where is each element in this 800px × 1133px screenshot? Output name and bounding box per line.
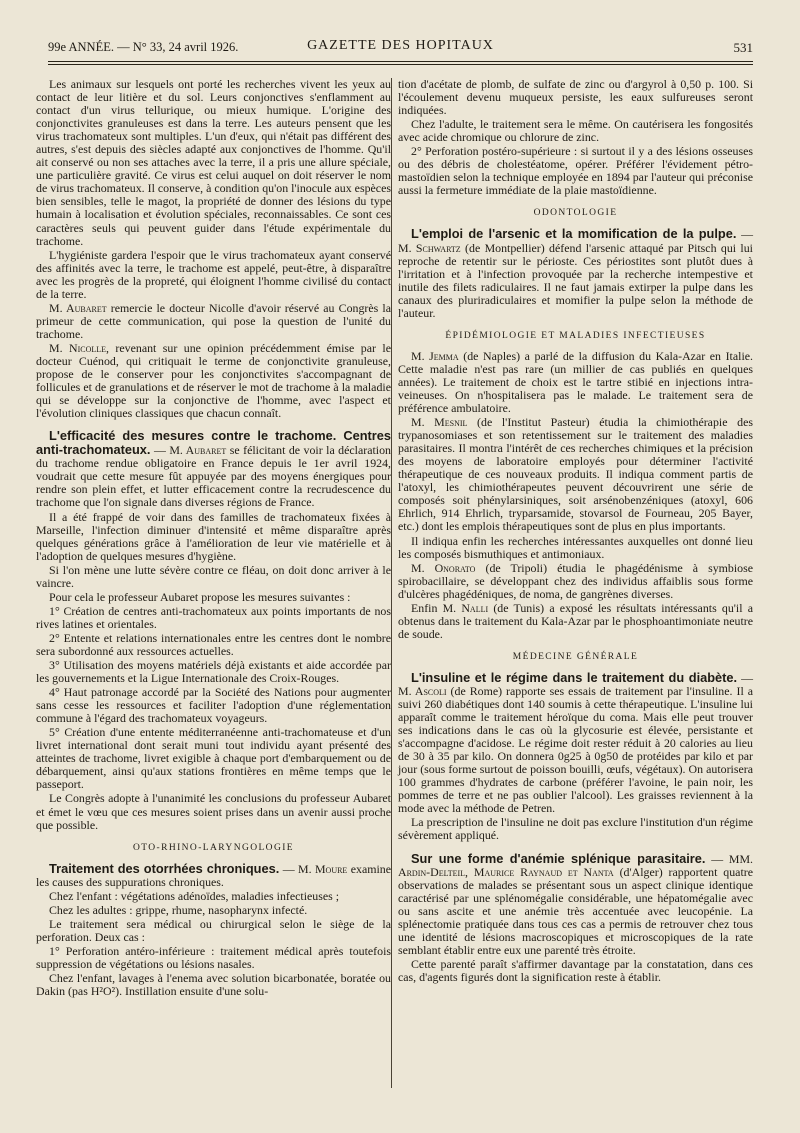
article-paragraph (398, 227, 753, 319)
article-paragraph (398, 852, 753, 957)
paragraph: tion d'acétate de plomb, de sulfate de zinc ou d'argyrol à 0,50 p. 100. Si l'écoulement devenu muqueux persiste, les eaux sulfureuses seront indiquées. (398, 77, 753, 118)
paragraph: Pour cela le professeur Aubaret propose les mesures suivantes : (49, 589, 351, 604)
paragraph (398, 350, 753, 415)
speaker-name: M. Aubaret (169, 443, 227, 458)
paragraph-text: (de Naples) a parlé de la diffusion du Kala-Azar en Italie. Cette maladie n'est pas rare (un millier de cas publiés en quelques années). Le traitement de choix est le tartre stibié en injections intra-veineuses. On n'hospitalisera pas le malade. Le traitement sera de préférence ambulatoire. (398, 348, 753, 416)
paragraph: Chez l'enfant : végétations adénoïdes, maladies infectieuses ; (49, 888, 340, 903)
article-paragraph (398, 671, 753, 816)
paragraph (398, 562, 753, 601)
paragraph: L'hygiéniste gardera l'espoir que le virus trachomateux ayant conservé des affinités avec la terre, le trachome est appelé, peut-être, à disparaître avec les progrès de la propreté, qui éloignent l'homme civilisé du contact de la terre. (36, 247, 391, 301)
paragraph: Chez l'adulte, le traitement sera le même. On cautérisera les fongosités avec acide chromique ou chlorure de zinc. (398, 117, 753, 145)
section-heading: OTO-RHINO-LARYNGOLOGIE (133, 842, 294, 853)
paragraph-text: (d'Alger) rapportent quatre observations de malades se présentant sous un aspect clinique identique caractérisé par une splénomégalie considérable, une hépatomégalie avec ou sans ascite et une anémie très accentuée avec leucopénie. La splénectomie pratiquée dans tous ces cas a permis de retrouver chez tous une identité de lésions macroscopiques et microscopiques de la rate semblant établir entre eux une parenté très étroite. (398, 864, 753, 957)
article-paragraph (36, 429, 391, 509)
dash: — (150, 443, 170, 458)
dash: — (705, 851, 729, 866)
paragraph: Il a été frappé de voir dans des familles de trachomateux fixées à Marseille, l'infection diminuer d'intensité et même disparaître après quelques générations grâce à l'amélioration de leur vie matérielle et à l'adoption de quelques mesures d'hygiène. (36, 509, 391, 563)
speaker-name: M. Moure (298, 861, 348, 876)
speaker-name: MM. Ardin-Delteil, Maurice Raynaud et Nanta (398, 851, 753, 879)
paragraph: Le traitement sera médical ou chirurgical selon le siège de la perforation. Deux cas : (36, 916, 391, 944)
paragraph: Si l'on mène une lutte sévère contre ce fléau, on doit donc arriver à le vaincre. (36, 562, 391, 590)
speaker-name: M. Ascoli (398, 683, 447, 698)
header-rule-bottom (48, 64, 753, 65)
paragraph-text: remercie le docteur Nicolle d'avoir réservé au Congrès la primeur de cette communication, qui pose la question de l'unité du trachome. (36, 300, 391, 341)
issue-info: 99e ANNÉE. — N° 33, 24 avril 1926. (48, 40, 239, 54)
paragraph (36, 342, 391, 420)
paragraph-text: Enfin (411, 600, 443, 615)
paragraph-text: (de Tunis) a exposé les résultats intéressants qu'il a obtenus dans le traitement du Kala-Azar par le phosphoantimoniate neutre de soude. (398, 600, 753, 641)
paragraph-text: examine les causes des suppurations chroniques. (36, 861, 392, 889)
list-item: 4° Haut patronage accordé par la Société des Nations pour augmenter sans cesse les ressources et faciliter l'adoption d'une réglementation commune à l'égard des trachomateux voyageurs. (36, 685, 391, 726)
paragraph: 1° Perforation antéro-inférieure : traitement médical après toutefois suppression de végétations ou lésions nasales. (36, 943, 391, 971)
list-item: 3° Utilisation des moyens matériels déjà existants et aide accordée par les gouvernements et la Ligue Internationale des Croix-Rouges. (36, 658, 391, 686)
article-title: L'efficacité des mesures contre le trachome. Centres anti-trachomateux. (36, 428, 391, 458)
speaker-name: M. Jemma (411, 348, 459, 363)
article-title: L'emploi de l'arsenic et la momification de la pulpe. (411, 226, 737, 242)
paragraph-text: (de Montpellier) défend l'arsenic attaqué par Pitsch qui lui reproche de retentir sur le périoste. Ces périostites sont plutôt dues à l'irritation et à l'infection provoquée par la recherche intempestive et inutile des filets radiculaires. Il ne faut jamais extirper la pulpe dans les canaux des pluriradiculaires et momifier la pulpe selon la méthode de l'auteur. (398, 240, 753, 320)
section-heading: ODONTOLOGIE (533, 208, 618, 219)
page-header (48, 36, 753, 58)
speaker-name: M. Onorato (411, 560, 476, 575)
paragraph: Chez les adultes : grippe, rhume, nasopharynx infecté. (49, 902, 308, 917)
article-title: Sur une forme d'anémie splénique parasitaire. (411, 850, 706, 866)
paragraph-text: se félicitant de voir la déclaration du trachome rendue obligatoire en France depuis le 1er avril 1924, voudrait que cette mesure fût appuyée par des moyens énergiques pour rendre son plein effet, et lutter efficacement contre la recrudescence du trachome que l'on signale dans diverses régions de France. (36, 443, 392, 510)
speaker-name: M. Nicolle (49, 340, 107, 355)
article-paragraph (36, 862, 391, 889)
paragraph: Il indiqua enfin les recherches intéressantes auxquelles ont donné lieu les composés bismuthiques et antimoniaux. (398, 533, 753, 561)
paragraph: Chez l'enfant, lavages à l'enema avec solution bicarbonatée, boratée ou Dakin (pas H²O²). Instillation ensuite d'une solu- (36, 971, 391, 999)
article-title: L'insuline et le régime dans le traitement du diabète. (411, 669, 738, 685)
journal-title: GAZETTE DES HOPITAUX (307, 38, 494, 53)
column-divider (391, 78, 392, 1088)
paragraph: Cette parenté paraît s'affirmer davantage par la constatation, dans ces cas, d'agents figurés dont la signification reste à établir. (398, 956, 753, 984)
section-heading: MÉDECINE GÉNÉRALE (512, 651, 639, 662)
speaker-name: M. Mesnil (411, 415, 468, 430)
section-heading: ÉPIDÉMIOLOGIE ET MALADIES INFECTIEUSES (445, 330, 706, 341)
paragraph-text: (de Rome) rapporte ses essais de traitement par l'insuline. Il a suivi 260 diabétiques dont 140 soumis à cette thérapeutique. L'insuline lui apparaît comme le traitement héroïque du coma. Mais elle peut trouver ses indications dans le cas où la glycosurie est élevée, persistante et s'accompagne d'acidose. Le régime doit rester réduit à 20 calories au lieu de 30 à 35 par kilo. On donnera 0g25 à 0g50 de protéides par kilo et par jour (sous forme surtout de poisson bouilli, œufs, végétaux). On autorisera 100 grammes d'hydrates de carbone (préférer l'avoine, le pain noir, les pommes de terre et ne pas oublier l'alcool). Les graisses reviennent à la mode avec la méthode de Petren. (398, 683, 753, 816)
header-rule-top (48, 61, 753, 62)
article-title: Traitement des otorrhées chroniques. (49, 860, 280, 876)
right-column (398, 78, 753, 985)
speaker-name: M. Schwartz (398, 240, 461, 255)
paragraph (36, 302, 391, 341)
paragraph-text: (de Tripoli) étudia le phagédénisme à symbiose spirobacillaire, se développant chez des individus affaiblis sous forme d'ulcères phagédéniques, de noma, de gangrènes diverses. (398, 560, 754, 601)
dash: — (736, 227, 753, 242)
list-item: 1° Création de centres anti-trachomateux aux points importants de nos rives latines et orientales. (36, 603, 391, 631)
dash: — (279, 861, 299, 876)
paragraph: Le Congrès adopte à l'unanimité les conclusions du professeur Aubaret et émet le vœu que ces mesures soient prises dans un avenir aussi proche que possible. (36, 791, 391, 832)
paragraph (398, 416, 753, 533)
list-item: 5° Création d'une entente méditerranéenne anti-trachomateuse et d'un livret international dont serait muni tout individu ayant présenté des atteintes de trachome, livret exigible à chaque port d'embarquement ou de débarquement, ainsi qu'aux stations frontières en même temps que le passeport. (36, 725, 391, 792)
list-item: 2° Entente et relations internationales entre les centres dont le nombre sera subordonné aux ressources actuelles. (36, 630, 391, 658)
dash: — (737, 670, 753, 685)
paragraph: La prescription de l'insuline ne doit pas exclure l'institution d'un régime sévèrement appliqué. (398, 815, 753, 843)
paragraph (398, 602, 753, 641)
paragraph-text: (de l'Institut Pasteur) étudia la chimiothérapie des trypanosomiases et son retentissement sur le traitement des maladies parasitaires. Il montra l'intérêt de ces recherches chimiques et la précision des moyens de laboratoire employés pour déterminer l'activité thérapeutique de ces nouveaux produits. Il indiqua comment partis de l'atoxyl, les chimiothérapeutes peuvent découvrirent une série de composés soit phénylarsiniques, soit arsénobenzéniques (atoxyl, 606 Ehrlich, 914 Ehrlich, tryparsamide, stovarsol de Fourneau, 205 Bayer, etc.) dont les emplois thérapeutiques sont de plus en plus importants. (398, 415, 753, 534)
speaker-name: M. Aubaret (49, 300, 107, 315)
page-number: 531 (733, 40, 753, 55)
left-column (36, 78, 391, 999)
speaker-name: M. Nalli (442, 600, 489, 615)
paragraph: Les animaux sur lesquels ont porté les recherches vivent les yeux au contact de leur litière et du sol. Leurs conjonctives s'enflamment au contact d'un virus tellurique, ou mieux humique. L'origine des conjonctivites granuleuses est dans la terre. Les auteurs pensent que les virus trachomateux sont multiples. L'un d'eux, qui n'était pas différent des autres, s'est depuis des siècles adapté aux conjonctives de l'homme. Qu'il ait conservé ou non ses attaches avec la terre, il a pris une allure spéciale, une particulière gravité. Ce virus est celui auquel on doit réserver le nom de virus trachomateux. Il conserve, à condition qu'on l'inocule aux espèces bien sensibles, telle le magot, la propriété de donner des lésions du type humain à localisation et évolution spéciales, reconnaissables. Ce sont ces caractères seuls qui peuvent guider dans l'étude expérimentale du trachome. (36, 77, 391, 248)
paragraph: 2° Perforation postéro-supérieure : si surtout il y a des lésions osseuses ou des débris de cholestéatome, opérer. Préférer l'évidement pétro-mastoïdien selon la technique employée en 1894 par l'auteur qui préconise aussi la fermeture immédiate de la plaie mastoïdienne. (398, 144, 753, 198)
paragraph-text: , revenant sur une opinion précédemment émise par le docteur Cuénod, qui critiquait le terme de conjonctivite granuleuse, propose de le conserver pour les conjonctivites s'accompagnant de follicules et de granulations et de réserver le mot de trachome à la maladie qui se développe sur la conjonctive de l'homme, avec l'aspect et l'évolution cliniques classiques que chacun connaît. (36, 340, 391, 421)
